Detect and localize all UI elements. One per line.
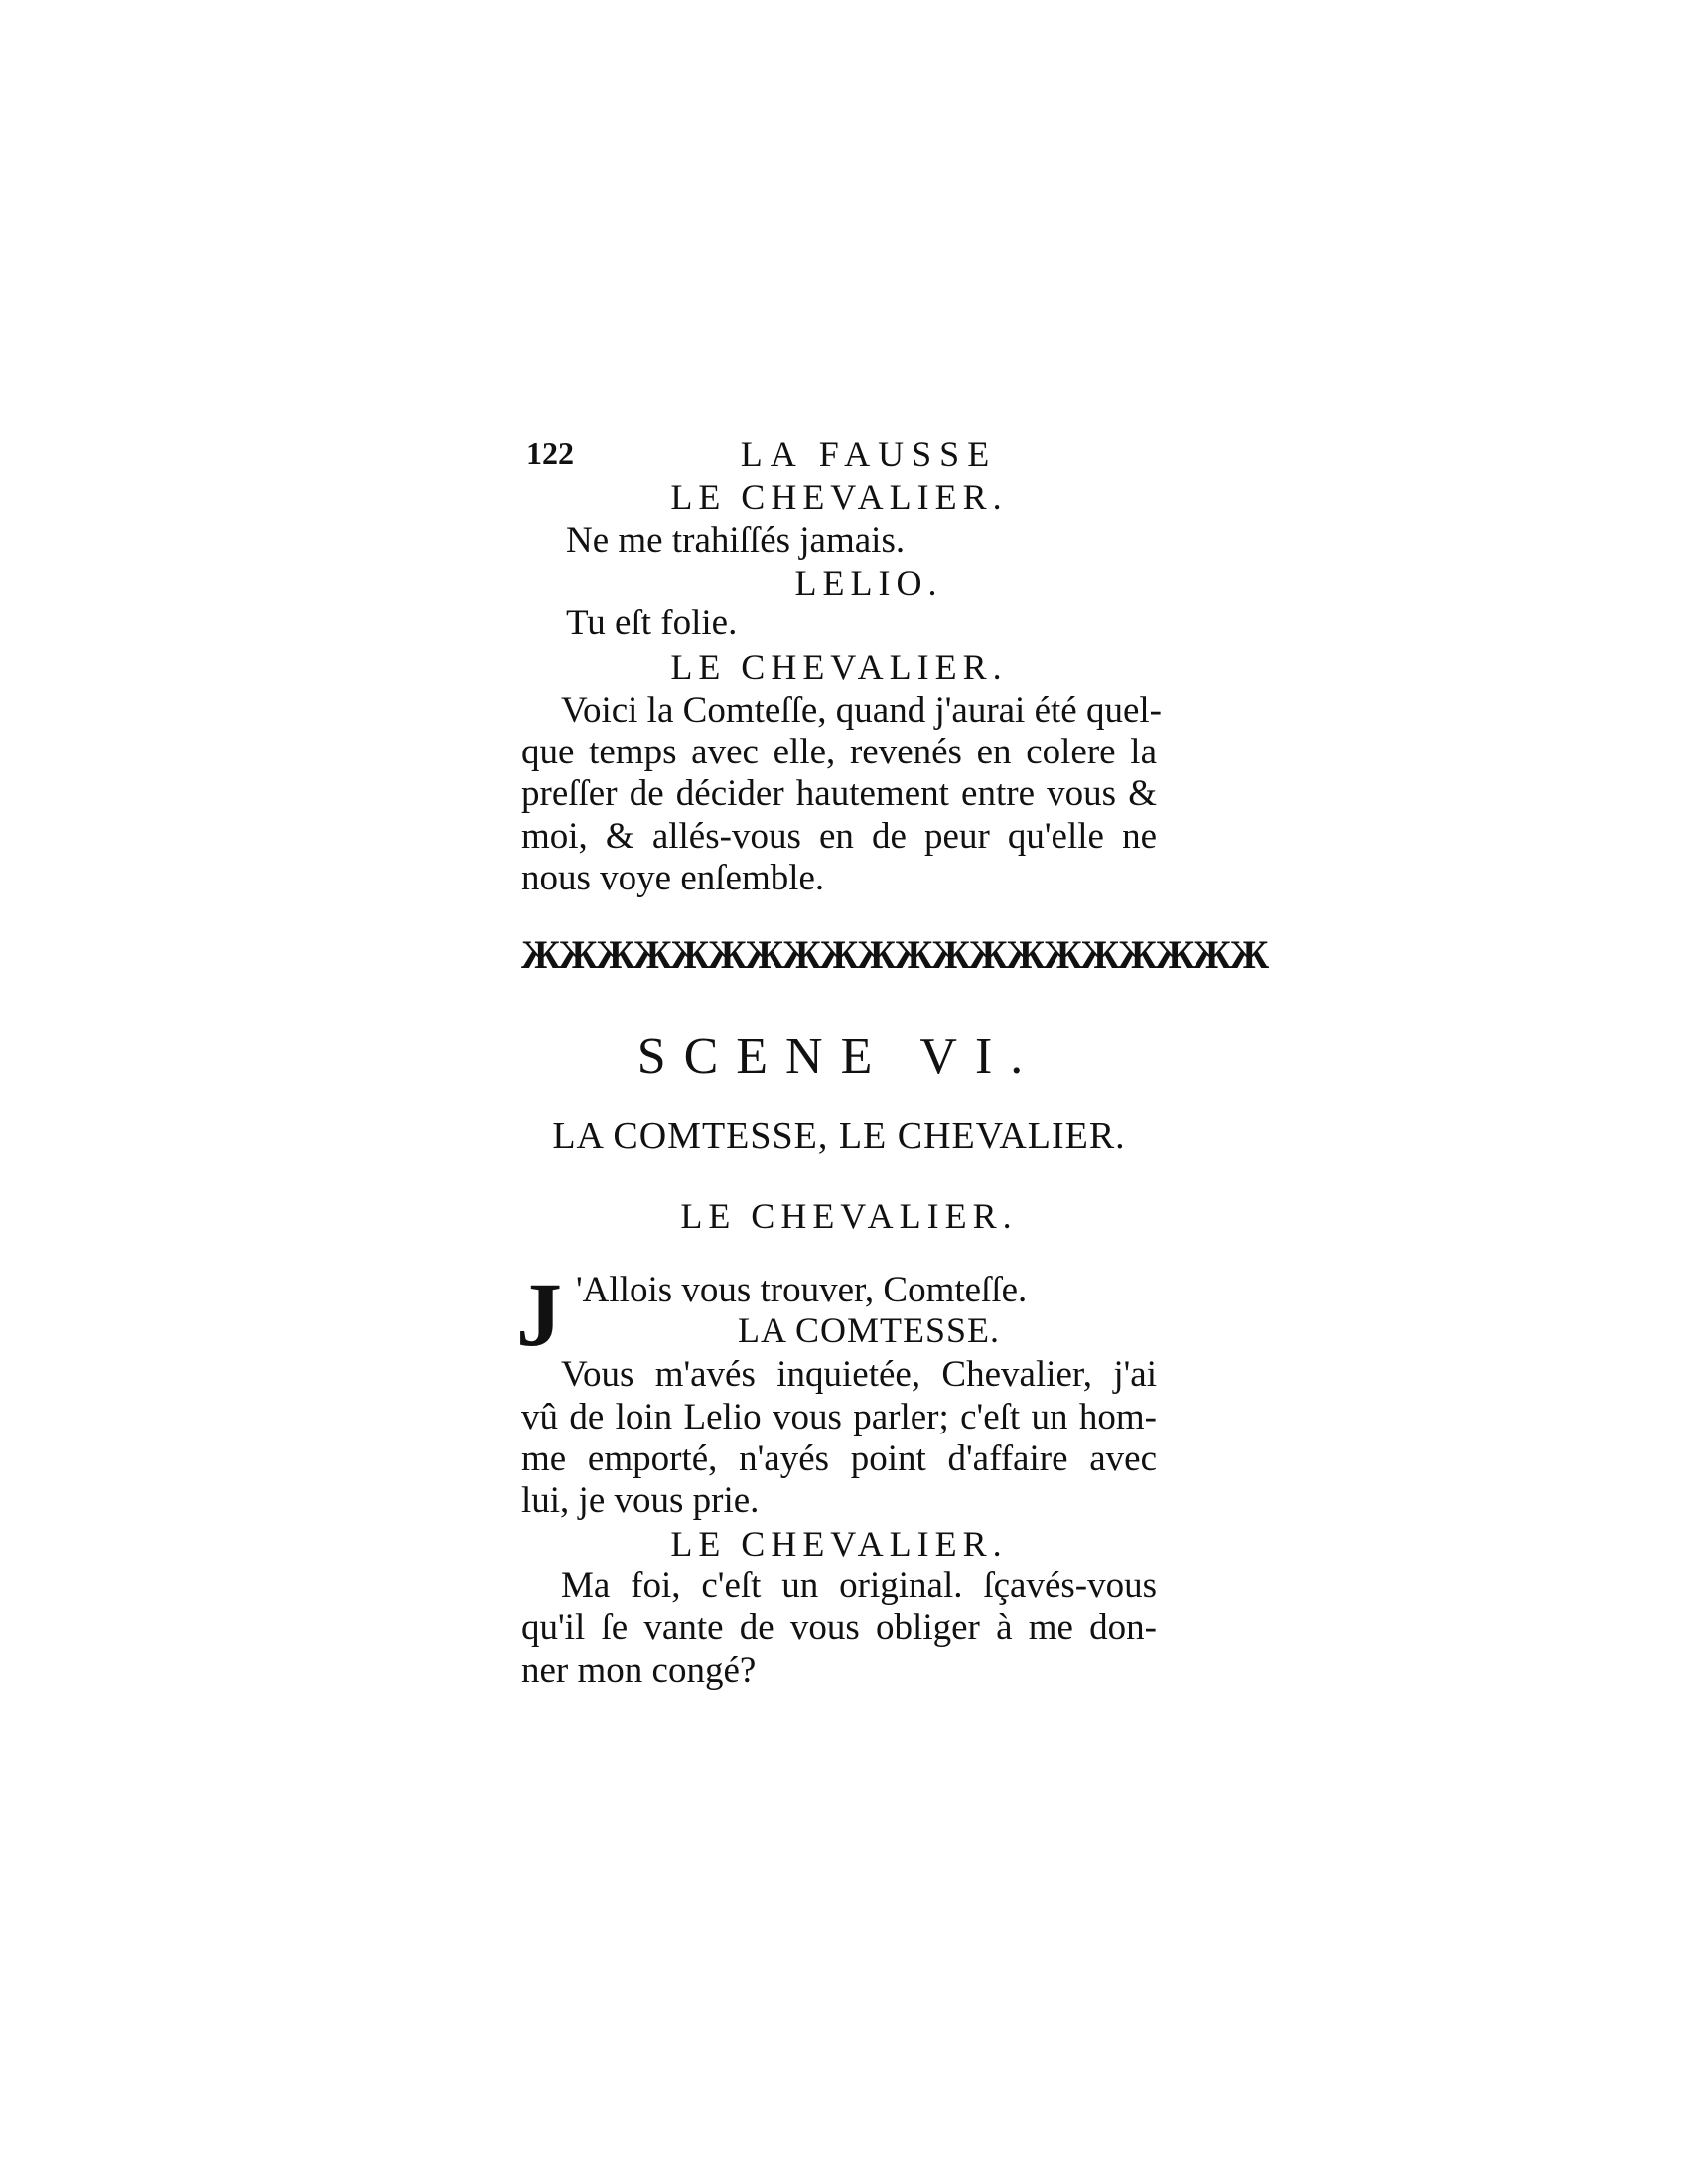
text-line: Voici la Comteſſe, quand j'aurai été quel- xyxy=(561,690,1162,731)
text-line: vû de loin Lelio vous parler; c'eſt un hom- xyxy=(521,1397,1157,1437)
page-number: 122 xyxy=(526,435,574,471)
text-line: 'Allois vous trouver, Comteſſe. xyxy=(576,1270,1028,1310)
speaker-label: LE CHEVALIER. xyxy=(670,647,1008,687)
text-line: Vous m'avés inquietée, Chevalier, j'ai xyxy=(561,1354,1157,1395)
scene-persons: LA COMTESSE, LE CHEVALIER. xyxy=(552,1115,1126,1157)
speaker-label: LA COMTESSE. xyxy=(737,1310,1001,1350)
text-line: qu'il ſe vante de vous obliger à me don- xyxy=(521,1607,1157,1648)
speaker-label: LE CHEVALIER. xyxy=(670,1524,1008,1564)
text-line: Ma foi, c'eſt un original. ſçavés-vous xyxy=(561,1566,1157,1606)
speaker-label: LE CHEVALIER. xyxy=(680,1196,1018,1236)
speaker-label: LELIO. xyxy=(794,563,943,603)
drop-cap: J xyxy=(516,1264,562,1365)
text-line: ner mon congé? xyxy=(521,1650,757,1691)
text-line: nous voye enſemble. xyxy=(521,858,825,898)
scene-title: SCENE VI. xyxy=(636,1028,1042,1085)
ornament-band: ЖЖЖЖЖЖЖЖЖЖЖЖЖЖЖЖЖЖЖЖ xyxy=(521,932,1268,977)
text-line: que temps avec elle, revenés en colere la xyxy=(521,732,1157,772)
text-line: Ne me trahiſſés jamais. xyxy=(566,520,906,561)
text-line: lui, je vous prie. xyxy=(521,1480,760,1521)
text-line: Tu eſt folie. xyxy=(566,603,738,643)
text-line: preſſer de décider hautement entre vous & xyxy=(521,773,1157,814)
text-line: moi, & allés-vous en de peur qu'elle ne xyxy=(521,816,1157,857)
text-line: me emporté, n'ayés point d'affaire avec xyxy=(521,1438,1157,1479)
speaker-label: LE CHEVALIER. xyxy=(670,478,1008,517)
running-title: LA FAUSSE xyxy=(740,434,998,474)
